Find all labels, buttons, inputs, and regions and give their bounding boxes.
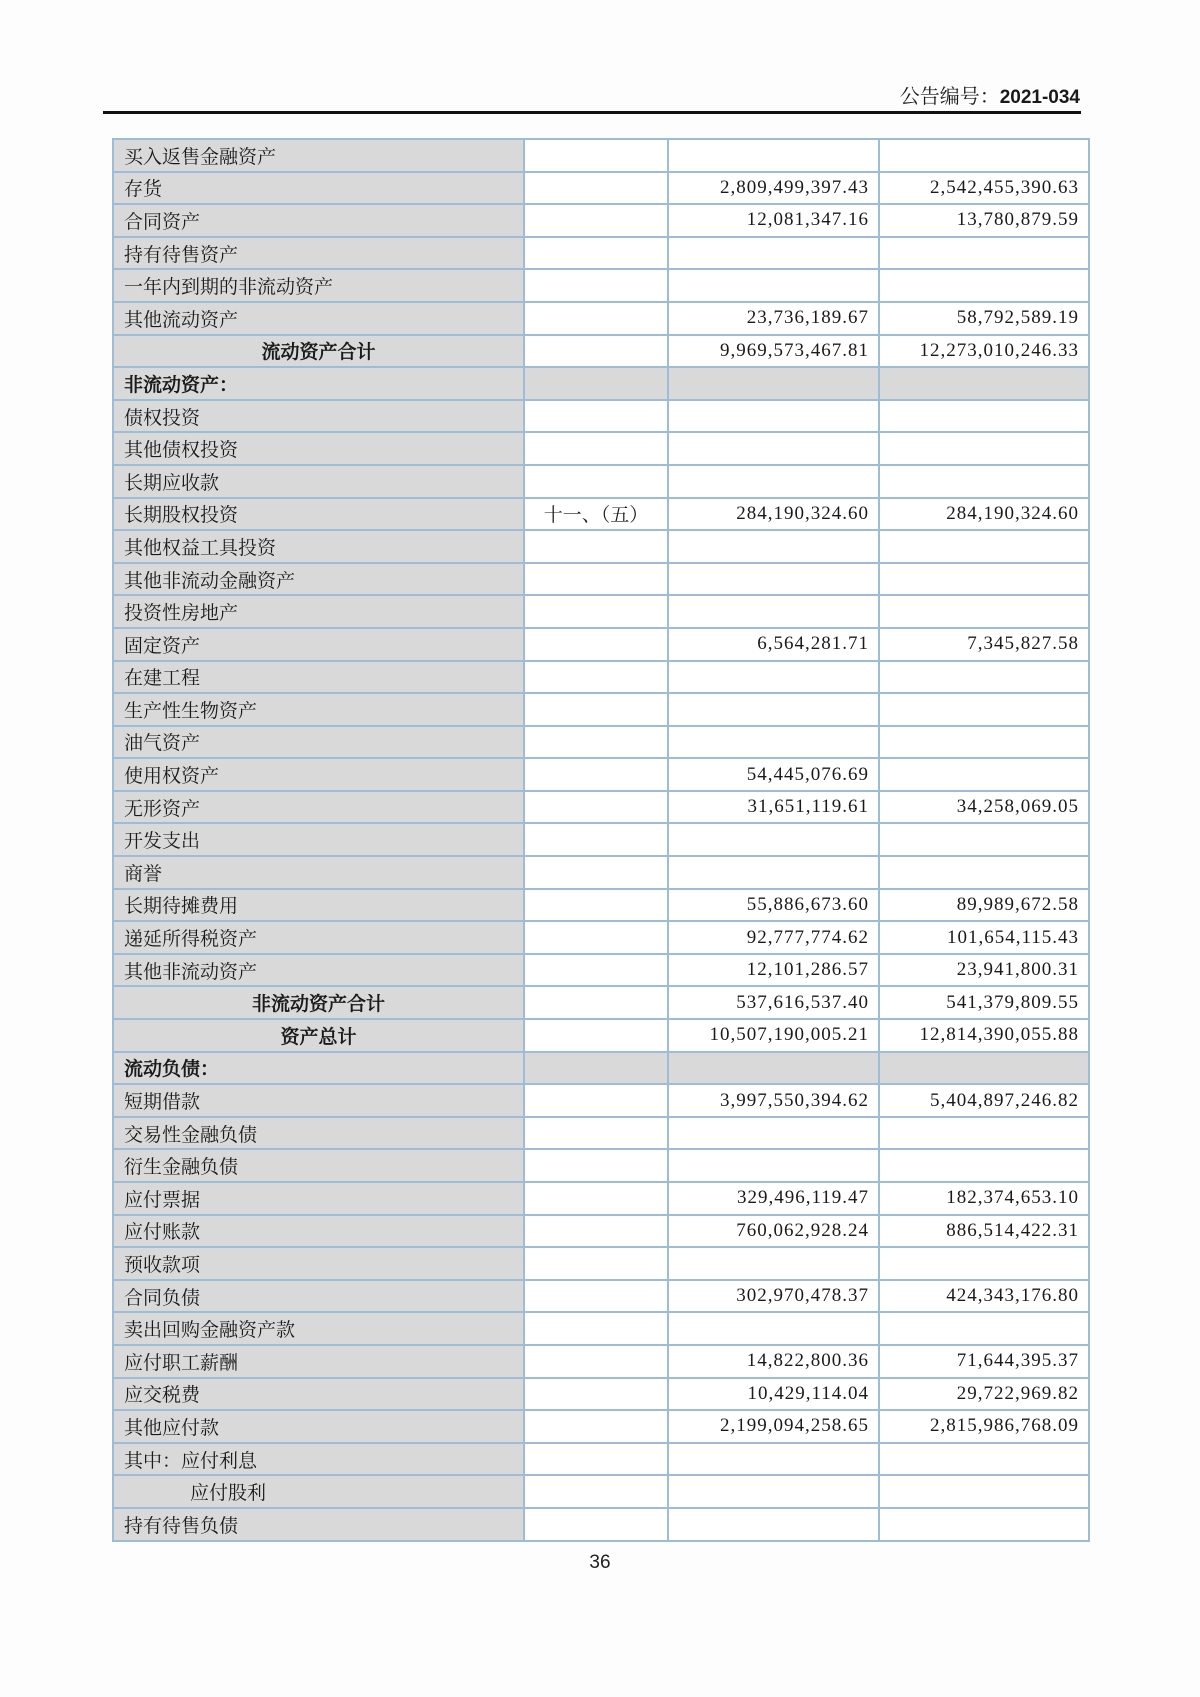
current-period-cell: 10,429,114.04 — [668, 1378, 879, 1411]
item-label-cell: 非流动资产： — [113, 367, 524, 400]
prior-period-cell: 23,941,800.31 — [879, 954, 1089, 987]
prior-period-cell: 541,379,809.55 — [879, 986, 1089, 1019]
announcement-number-label: 公告编号： — [899, 86, 1000, 108]
prior-period-cell — [879, 139, 1089, 172]
prior-period-cell: 12,814,390,055.88 — [879, 1019, 1089, 1052]
note-cell — [524, 465, 668, 498]
table-row — [113, 563, 1089, 596]
current-period-cell: 9,969,573,467.81 — [668, 335, 879, 368]
table-row — [113, 1215, 1089, 1248]
table-row — [113, 432, 1089, 465]
table-row — [113, 921, 1089, 954]
note-cell — [524, 889, 668, 922]
table-row — [113, 1019, 1089, 1052]
item-label-cell: 投资性房地产 — [113, 595, 524, 628]
table-row — [113, 1280, 1089, 1313]
current-period-cell — [668, 1312, 879, 1345]
current-period-cell: 760,062,928.24 — [668, 1215, 879, 1248]
current-period-cell: 23,736,189.67 — [668, 302, 879, 335]
current-period-cell: 302,970,478.37 — [668, 1280, 879, 1313]
item-label-cell: 流动负债： — [113, 1052, 524, 1085]
note-cell — [524, 823, 668, 856]
table-row — [113, 595, 1089, 628]
note-cell — [524, 758, 668, 791]
prior-period-cell — [879, 1508, 1089, 1541]
note-cell — [524, 432, 668, 465]
table-row — [113, 400, 1089, 433]
note-cell — [524, 693, 668, 726]
item-label-cell: 其他权益工具投资 — [113, 530, 524, 563]
item-label-cell: 开发支出 — [113, 823, 524, 856]
table-row — [113, 726, 1089, 759]
current-period-cell — [668, 661, 879, 694]
announcement-number — [900, 84, 1080, 111]
page-number: 36 — [589, 1552, 611, 1573]
note-cell — [524, 661, 668, 694]
current-period-cell: 284,190,324.60 — [668, 498, 879, 531]
prior-period-cell — [879, 856, 1089, 889]
item-label-cell: 持有待售资产 — [113, 237, 524, 270]
table-row — [113, 1182, 1089, 1215]
table-row — [113, 1345, 1089, 1378]
prior-period-cell — [879, 432, 1089, 465]
table-row — [113, 889, 1089, 922]
note-cell — [524, 1345, 668, 1378]
table-row — [113, 758, 1089, 791]
item-label-cell: 油气资产 — [113, 726, 524, 759]
current-period-cell: 2,199,094,258.65 — [668, 1410, 879, 1443]
item-label-cell: 应付股利 — [113, 1475, 524, 1508]
note-cell — [524, 1149, 668, 1182]
note-cell — [524, 204, 668, 237]
note-cell — [524, 791, 668, 824]
item-label-cell: 在建工程 — [113, 661, 524, 694]
item-label-cell: 使用权资产 — [113, 758, 524, 791]
table-row — [113, 1149, 1089, 1182]
table-row — [113, 954, 1089, 987]
table-row — [113, 237, 1089, 270]
table-row — [113, 1508, 1089, 1541]
note-cell — [524, 1475, 668, 1508]
prior-period-cell — [879, 1475, 1089, 1508]
table-row — [113, 204, 1089, 237]
note-cell — [524, 1052, 668, 1085]
announcement-number-value: 2021-034 — [999, 87, 1080, 108]
table-row — [113, 139, 1089, 172]
item-label-cell: 短期借款 — [113, 1084, 524, 1117]
current-period-cell — [668, 400, 879, 433]
prior-period-cell: 7,345,827.58 — [879, 628, 1089, 661]
table-row — [113, 1312, 1089, 1345]
note-cell — [524, 367, 668, 400]
current-period-cell — [668, 269, 879, 302]
current-period-cell: 12,101,286.57 — [668, 954, 879, 987]
prior-period-cell: 2,815,986,768.09 — [879, 1410, 1089, 1443]
table-row — [113, 823, 1089, 856]
prior-period-cell — [879, 1052, 1089, 1085]
note-cell — [524, 1508, 668, 1541]
current-period-cell — [668, 1052, 879, 1085]
item-label-cell: 一年内到期的非流动资产 — [113, 269, 524, 302]
note-cell — [524, 302, 668, 335]
prior-period-cell — [879, 237, 1089, 270]
balance-sheet-table — [112, 138, 1090, 1542]
current-period-cell — [668, 563, 879, 596]
item-label-cell: 卖出回购金融资产款 — [113, 1312, 524, 1345]
item-label-cell: 其他非流动资产 — [113, 954, 524, 987]
current-period-cell — [668, 237, 879, 270]
table-row — [113, 986, 1089, 1019]
current-period-cell: 537,616,537.40 — [668, 986, 879, 1019]
item-label-cell: 长期应收款 — [113, 465, 524, 498]
item-label-cell: 商誉 — [113, 856, 524, 889]
note-cell — [524, 237, 668, 270]
item-label-cell: 债权投资 — [113, 400, 524, 433]
prior-period-cell: 13,780,879.59 — [879, 204, 1089, 237]
current-period-cell — [668, 1475, 879, 1508]
table-row — [113, 367, 1089, 400]
prior-period-cell — [879, 1443, 1089, 1476]
item-label-cell: 递延所得税资产 — [113, 921, 524, 954]
note-cell — [524, 139, 668, 172]
prior-period-cell — [879, 1117, 1089, 1150]
prior-period-cell: 29,722,969.82 — [879, 1378, 1089, 1411]
current-period-cell — [668, 1247, 879, 1280]
note-cell — [524, 400, 668, 433]
note-cell — [524, 335, 668, 368]
current-period-cell — [668, 1117, 879, 1150]
current-period-cell: 3,997,550,394.62 — [668, 1084, 879, 1117]
note-cell — [524, 1312, 668, 1345]
prior-period-cell — [879, 367, 1089, 400]
prior-period-cell: 5,404,897,246.82 — [879, 1084, 1089, 1117]
item-label-cell: 存货 — [113, 172, 524, 205]
item-label-cell: 应付票据 — [113, 1182, 524, 1215]
current-period-cell: 329,496,119.47 — [668, 1182, 879, 1215]
current-period-cell — [668, 1149, 879, 1182]
item-label-cell: 合同负债 — [113, 1280, 524, 1313]
item-label-cell: 长期待摊费用 — [113, 889, 524, 922]
item-label-cell: 其中：应付利息 — [113, 1443, 524, 1476]
note-cell — [524, 628, 668, 661]
item-label-cell: 其他应付款 — [113, 1410, 524, 1443]
note-cell — [524, 1247, 668, 1280]
prior-period-cell — [879, 465, 1089, 498]
prior-period-cell: 886,514,422.31 — [879, 1215, 1089, 1248]
prior-period-cell — [879, 1312, 1089, 1345]
current-period-cell — [668, 595, 879, 628]
current-period-cell: 14,822,800.36 — [668, 1345, 879, 1378]
prior-period-cell: 284,190,324.60 — [879, 498, 1089, 531]
note-cell — [524, 921, 668, 954]
table-row — [113, 1084, 1089, 1117]
note-cell — [524, 172, 668, 205]
note-cell — [524, 726, 668, 759]
item-label-cell: 合同资产 — [113, 204, 524, 237]
note-cell — [524, 986, 668, 1019]
item-label-cell: 预收款项 — [113, 1247, 524, 1280]
table-row — [113, 302, 1089, 335]
balance-sheet-body — [113, 139, 1089, 1541]
prior-period-cell: 424,343,176.80 — [879, 1280, 1089, 1313]
current-period-cell: 6,564,281.71 — [668, 628, 879, 661]
item-label-cell: 应交税费 — [113, 1378, 524, 1411]
current-period-cell: 92,777,774.62 — [668, 921, 879, 954]
table-row — [113, 1475, 1089, 1508]
current-period-cell — [668, 432, 879, 465]
note-cell — [524, 954, 668, 987]
prior-period-cell: 71,644,395.37 — [879, 1345, 1089, 1378]
current-period-cell: 12,081,347.16 — [668, 204, 879, 237]
note-cell: 十一、（五） — [524, 498, 668, 531]
prior-period-cell — [879, 758, 1089, 791]
item-label-cell: 资产总计 — [113, 1019, 524, 1052]
table-row — [113, 791, 1089, 824]
table-row — [113, 1052, 1089, 1085]
current-period-cell: 55,886,673.60 — [668, 889, 879, 922]
prior-period-cell — [879, 823, 1089, 856]
current-period-cell — [668, 726, 879, 759]
note-cell — [524, 856, 668, 889]
current-period-cell — [668, 823, 879, 856]
item-label-cell: 持有待售负债 — [113, 1508, 524, 1541]
table-row — [113, 172, 1089, 205]
prior-period-cell: 101,654,115.43 — [879, 921, 1089, 954]
prior-period-cell — [879, 269, 1089, 302]
table-row — [113, 498, 1089, 531]
item-label-cell: 生产性生物资产 — [113, 693, 524, 726]
note-cell — [524, 1443, 668, 1476]
item-label-cell: 无形资产 — [113, 791, 524, 824]
prior-period-cell: 58,792,589.19 — [879, 302, 1089, 335]
note-cell — [524, 269, 668, 302]
prior-period-cell — [879, 400, 1089, 433]
note-cell — [524, 595, 668, 628]
note-cell — [524, 1117, 668, 1150]
prior-period-cell: 34,258,069.05 — [879, 791, 1089, 824]
prior-period-cell — [879, 530, 1089, 563]
table-row — [113, 1117, 1089, 1150]
table-row — [113, 693, 1089, 726]
item-label-cell: 长期股权投资 — [113, 498, 524, 531]
prior-period-cell: 12,273,010,246.33 — [879, 335, 1089, 368]
current-period-cell: 31,651,119.61 — [668, 791, 879, 824]
table-row — [113, 1247, 1089, 1280]
table-row — [113, 269, 1089, 302]
prior-period-cell — [879, 726, 1089, 759]
table-row — [113, 530, 1089, 563]
item-label-cell: 非流动资产合计 — [113, 986, 524, 1019]
note-cell — [524, 1410, 668, 1443]
note-cell — [524, 1378, 668, 1411]
current-period-cell — [668, 367, 879, 400]
table-row — [113, 1378, 1089, 1411]
current-period-cell — [668, 465, 879, 498]
current-period-cell — [668, 530, 879, 563]
current-period-cell: 2,809,499,397.43 — [668, 172, 879, 205]
prior-period-cell: 2,542,455,390.63 — [879, 172, 1089, 205]
table-row — [113, 856, 1089, 889]
note-cell — [524, 1084, 668, 1117]
prior-period-cell: 182,374,653.10 — [879, 1182, 1089, 1215]
note-cell — [524, 1019, 668, 1052]
prior-period-cell — [879, 693, 1089, 726]
item-label-cell: 交易性金融负债 — [113, 1117, 524, 1150]
header-divider-rule — [103, 111, 1081, 114]
note-cell — [524, 530, 668, 563]
item-label-cell: 其他非流动金融资产 — [113, 563, 524, 596]
table-row — [113, 1443, 1089, 1476]
current-period-cell — [668, 856, 879, 889]
current-period-cell — [668, 139, 879, 172]
item-label-cell: 应付账款 — [113, 1215, 524, 1248]
note-cell — [524, 1182, 668, 1215]
note-cell — [524, 1280, 668, 1313]
table-row — [113, 335, 1089, 368]
prior-period-cell — [879, 563, 1089, 596]
note-cell — [524, 1215, 668, 1248]
item-label-cell: 固定资产 — [113, 628, 524, 661]
item-label-cell: 衍生金融负债 — [113, 1149, 524, 1182]
item-label-cell: 其他流动资产 — [113, 302, 524, 335]
table-row — [113, 661, 1089, 694]
item-label-cell: 应付职工薪酬 — [113, 1345, 524, 1378]
table-row — [113, 465, 1089, 498]
prior-period-cell — [879, 1247, 1089, 1280]
table-row — [113, 628, 1089, 661]
prior-period-cell — [879, 661, 1089, 694]
current-period-cell — [668, 693, 879, 726]
item-label-cell: 流动资产合计 — [113, 335, 524, 368]
current-period-cell: 10,507,190,005.21 — [668, 1019, 879, 1052]
current-period-cell: 54,445,076.69 — [668, 758, 879, 791]
current-period-cell — [668, 1443, 879, 1476]
prior-period-cell: 89,989,672.58 — [879, 889, 1089, 922]
table-row — [113, 1410, 1089, 1443]
note-cell — [524, 563, 668, 596]
prior-period-cell — [879, 1149, 1089, 1182]
current-period-cell — [668, 1508, 879, 1541]
item-label-cell: 其他债权投资 — [113, 432, 524, 465]
item-label-cell: 买入返售金融资产 — [113, 139, 524, 172]
prior-period-cell — [879, 595, 1089, 628]
